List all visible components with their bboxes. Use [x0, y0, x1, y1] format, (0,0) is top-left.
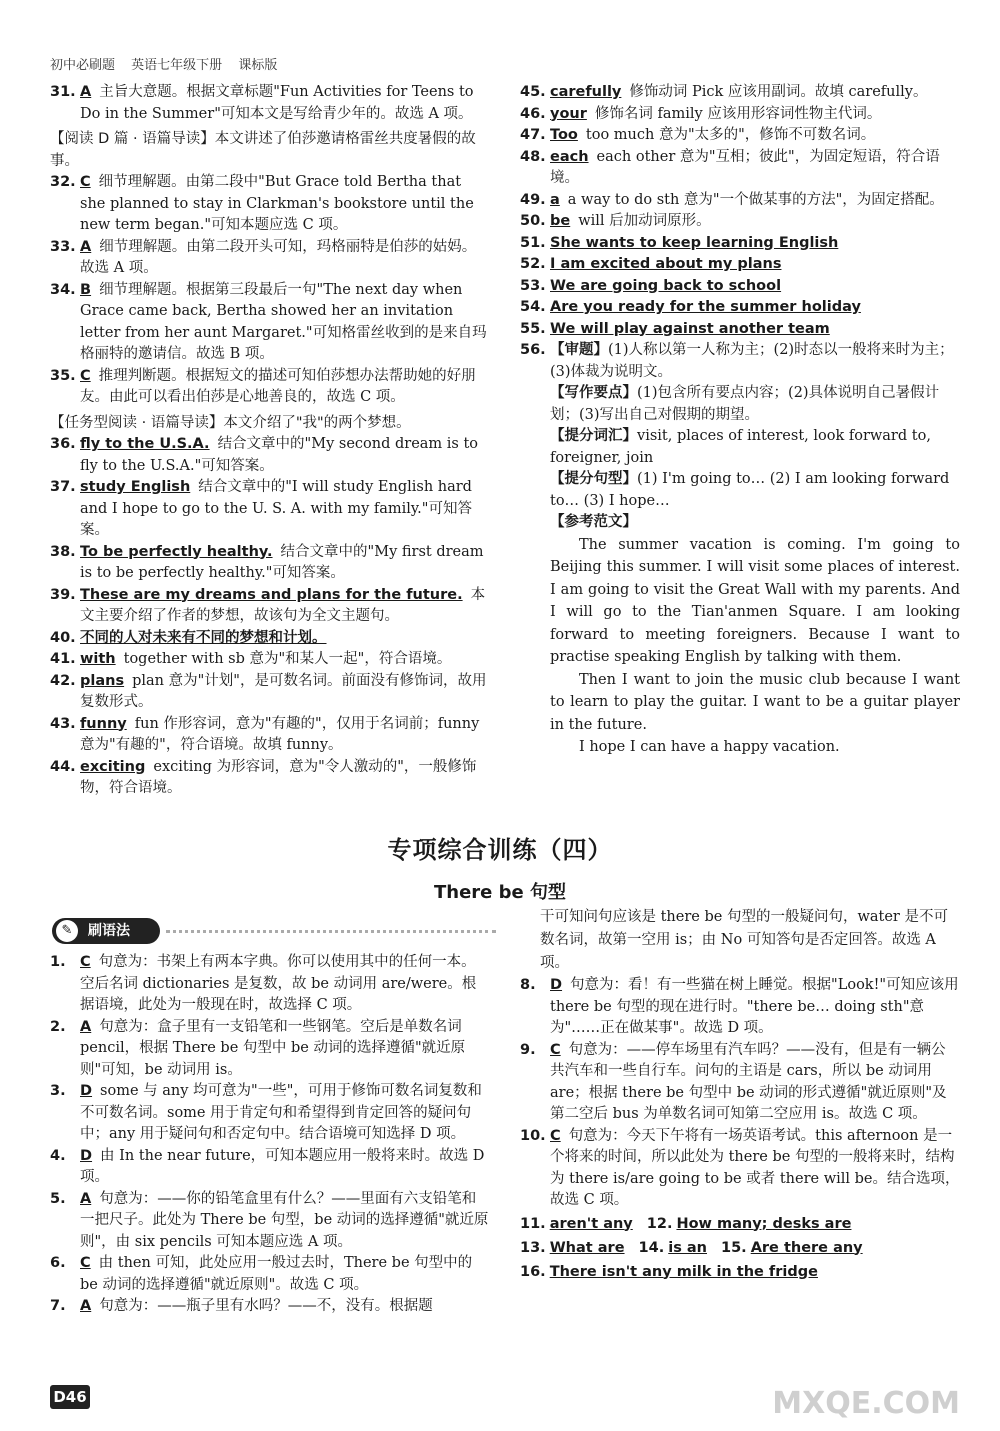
question-number: 42. [50, 672, 76, 689]
explanation-text: 句意为：今天下午将有一场英语考试。this afternoon 是一个将来的时间，所以此处为 there be 句型的一般将来时，结构为 there is/are going to be 或者 there will be。结合选项，故选 C 项。 [550, 1127, 960, 1208]
answer-key: To be perfectly healthy. [80, 543, 273, 560]
answer-key: C [80, 954, 91, 970]
essay-paragraph: The summer vacation is coming. I'm going to Beijing this summer. I will visit some places of interest. I am going to visit the Great Wall with my parents. And I will go to the Tian'anmen Square. I am looking forward to meeting foreigners. Because I want to practise speaking English by talking with them. [550, 536, 960, 665]
question-number: 5. [50, 1190, 66, 1207]
essay-paragraph: I hope I can have a happy vacation. [579, 739, 840, 755]
question-number: 36. [50, 436, 76, 452]
explanation-text: 句意为：——你的铅笔盒里有什么？——里面有六支铅笔和一把尺子。此处为 There be 句型，be 动词的选择遵循"就近原则"，由 six pencils 可知本题应选 A 项。 [80, 1190, 489, 1250]
question-number: 33. [50, 238, 76, 255]
explanation-text: fun 作形容词，意为"有趣的"，仅用于名词前；funny 意为"有趣的"，符合语境。故填 funny。 [80, 715, 480, 753]
answer-item [50, 671, 490, 714]
answer-key: D [80, 1147, 93, 1164]
answer-item [50, 172, 490, 237]
writing-guide-line [550, 340, 960, 383]
explanation-text: 细节理解题。根据第三段最后一句"The next day when Grace came back, Bertha showed her an invitation letter from her aunt Margaret."可知格雷丝收到的是来自玛格丽特的邀请信。故选 B 项。 [80, 281, 487, 362]
answer-item [50, 585, 490, 628]
answer-item [50, 628, 490, 650]
short-answer-row [520, 1212, 960, 1236]
answer-item [520, 319, 960, 341]
answer-key: your [550, 105, 587, 122]
answer-key: Are you ready for the summer holiday [550, 299, 861, 315]
question-number: 7. [50, 1298, 66, 1314]
answer-item [520, 975, 960, 1040]
question-number: 38. [50, 543, 76, 560]
left-column-top [50, 82, 490, 800]
answer-item [50, 1253, 490, 1296]
question-number: 32. [50, 174, 76, 190]
answer-key: A [80, 1018, 92, 1035]
answer-key: C [80, 367, 91, 384]
question-number: 56. [520, 342, 546, 358]
short-answer-row [520, 1236, 960, 1260]
answer-item [50, 952, 490, 1017]
question-number: 55. [520, 320, 546, 337]
guide-text: (1) I'm going to… (2) I am looking forward to… (3) I hope… [550, 471, 950, 509]
question-number: 4. [50, 1147, 66, 1164]
section-title: 专项综合训练（四） [387, 836, 613, 864]
answer-item [50, 434, 490, 477]
answer-key: She wants to keep learning English [550, 234, 839, 251]
question-number: 1. [50, 954, 66, 970]
answer-key: be [550, 213, 571, 229]
answer-key: A [80, 84, 92, 100]
answer-key: 不同的人对未来有不同的梦想和计划。 [80, 629, 327, 646]
question-number: 12. [646, 1215, 673, 1232]
explanation-text: 推理判断题。根据短文的描述可知伯莎想办法帮助她的好朋友。由此可以看出伯莎是心地善良的，故选 C 项。 [80, 367, 476, 405]
explanation-text: 结合文章中的"My second dream is to fly to the U.S.A."可知答案。 [80, 436, 479, 474]
explanation-text: 由 In the near future，可知本题应用一般将来时。故选 D 项。 [80, 1147, 485, 1185]
answer-key: C [80, 1255, 91, 1271]
explanation-text: each other 意为"互相；彼此"，为固定短语，符合语境。 [550, 148, 940, 186]
answer-key: funny [80, 715, 127, 732]
question-number: 48. [520, 148, 546, 165]
answer-key: We are going back to school [550, 277, 782, 294]
explanation-text: 句意为：盒子里有一支铅笔和一些钢笔。空后是单数名词 pencil，根据 There be 句型中 be 动词的选择遵循"就近原则"可知，be 动词用 is。 [80, 1018, 466, 1078]
question-number: 35. [50, 367, 76, 384]
answer-item [50, 757, 490, 800]
guide-label: 【写作要点】 [550, 385, 637, 401]
answer-key: What are [549, 1239, 625, 1256]
question-number: 52. [520, 256, 546, 272]
answer-key: These are my dreams and plans for the future. [80, 586, 463, 603]
answer-key: We will play against another team [550, 320, 830, 337]
guide-label: 【提分句型】 [550, 471, 637, 487]
left-column-bottom [50, 952, 490, 1318]
explanation-text: 句意为：看！有一些猫在树上睡觉。根据"Look!"可知应该用 there be 句型的现在进行时。"there be… doing sth"意为"……正在做某事"。故选 D 项。 [550, 977, 959, 1036]
explanation-text: plan 意为"计划"，是可数名词。前面没有修饰词，故用复数形式。 [80, 672, 487, 710]
answer-key: is an [668, 1239, 707, 1256]
explanation-text: 细节理解题。由第二段中"But Grace told Bertha that she planned to stay in Clarkman's bookstore until the new term began."可知本题应选 C 项。 [80, 174, 474, 233]
explanation-text: 细节理解题。由第二段开头可知，玛格丽特是伯莎的姑妈。故选 A 项。 [80, 238, 477, 276]
answer-item [520, 147, 960, 190]
answer-key: A [80, 1298, 92, 1314]
answer-key: fly to the U.S.A. [80, 436, 210, 452]
writing-guide-line [550, 512, 960, 534]
question-number: 45. [520, 84, 546, 100]
dotted-divider [166, 930, 496, 933]
answer-key: I am excited about my plans [550, 256, 782, 272]
right-column-top [520, 82, 960, 759]
answer-item [50, 1017, 490, 1082]
explanation-text: 句意为：——停车场里有汽车吗？——没有，但是有一辆公共汽车和一些自行车。问句的主语是 cars，所以 be 动词用 are；根据 there be 句型中 be 动词的形式遵循"就近原则"及第二空后 bus 为单数名词可知第二空应用 is。故选 C 项。 [550, 1041, 947, 1122]
question-number: 51. [520, 234, 546, 251]
question-number: 8. [520, 977, 536, 993]
guide-text: (1)人称以第一人称为主；(2)时态以一般将来时为主；(3)体裁为说明文。 [550, 342, 954, 380]
guide-label: 【审题】 [550, 342, 608, 358]
writing-task [520, 340, 960, 759]
answer-item [50, 1146, 490, 1189]
answer-item [50, 237, 490, 280]
answer-key: There isn't any milk in the fridge [549, 1263, 818, 1280]
page-number: D46 [50, 1385, 90, 1409]
answer-item [520, 82, 960, 104]
question-number: 16. [520, 1263, 546, 1280]
answer-item [50, 82, 490, 125]
short-answer-row [520, 1260, 960, 1284]
answer-item [520, 276, 960, 298]
explanation-text: some 与 any 均可意为"一些"，可用于修饰可数名词复数和不可数名词。some 用于肯定句和希望得到肯定回答的疑问句中；any 用于疑问句和否定句中。结合语境可知选择 D 项。 [80, 1083, 482, 1142]
grammar-badge [52, 918, 160, 944]
answer-key: C [550, 1127, 561, 1144]
question-number: 54. [520, 299, 546, 315]
answer-item [50, 477, 490, 542]
explanation-text: 主旨大意题。根据文章标题"Fun Activities for Teens to Do in the Summer"可知本文是写给青少年的。故选 A 项。 [80, 84, 474, 122]
answer-item [520, 254, 960, 276]
guide-label: 【参考范文】 [550, 514, 637, 530]
continued-explanation: 干可知问句应该是 there be 句型的一般疑问句，water 是不可数名词，故第一空用 is；由 No 可知答句是否定回答。故选 A 项。 [540, 909, 948, 971]
guide-label: 【提分词汇】 [550, 428, 637, 444]
question-number: 40. [50, 629, 76, 646]
guide-text: visit, places of interest, look forward to, foreigner, join [550, 428, 931, 466]
question-number: 6. [50, 1255, 66, 1271]
answer-key: A [80, 1190, 92, 1207]
section-subtitle: There be 句型 [433, 882, 566, 903]
answer-key: D [80, 1083, 93, 1099]
answer-item [520, 211, 960, 233]
answer-item [520, 233, 960, 255]
pen-icon: ✎ [56, 920, 78, 942]
answer-item [520, 104, 960, 126]
question-number: 37. [50, 479, 76, 495]
question-number: 50. [520, 213, 546, 229]
page-header [50, 54, 289, 73]
book-name: 初中必刷题 [50, 58, 116, 73]
answer-item [50, 714, 490, 757]
answer-key: B [80, 281, 92, 298]
question-number: 31. [50, 84, 76, 100]
writing-guide-line [550, 383, 960, 426]
answer-key: carefully [550, 84, 622, 100]
answer-key: D [550, 977, 563, 993]
answer-item [520, 1126, 960, 1212]
writing-guide-line [550, 469, 960, 512]
answer-key: each [550, 148, 589, 165]
answer-item [50, 366, 490, 409]
explanation-text: 由 then 可知，此处应用一般过去时，There be 句型中的 be 动词的选择遵循"就近原则"。故选 C 项。 [80, 1255, 473, 1293]
question-number: 53. [520, 277, 546, 294]
badge-label: 刷语法 [88, 923, 130, 939]
answer-key: plans [80, 672, 125, 689]
guide-text: (1)包含所有要点内容；(2)具体说明自己暑假计划；(3)写出自己对假期的期望。 [550, 385, 940, 423]
right-column-bottom [520, 906, 960, 1284]
answer-key: study English [80, 479, 191, 495]
answer-key: C [80, 174, 91, 190]
question-number: 34. [50, 281, 76, 298]
sample-essay [550, 534, 960, 759]
essay-paragraph: Then I want to join the music club because I want to learn to play the guitar. I want to be a guitar player in the future. [550, 671, 960, 733]
answer-item [520, 125, 960, 147]
explanation-text: a way to do sth 意为"一个做某事的方法"，为固定搭配。 [567, 191, 944, 208]
answer-item [50, 1189, 490, 1254]
question-number: 11. [520, 1215, 546, 1232]
explanation-text: 修饰名词 family 应该用形容词性物主代词。 [594, 105, 882, 122]
edition-name: 课标版 [238, 58, 278, 73]
subject-name: 英语七年级下册 [131, 58, 223, 73]
explanation-text: will 后加动词原形。 [578, 213, 711, 229]
answer-key: with [80, 651, 116, 667]
explanation-text: 修饰动词 Pick 应该用副词。故填 carefully。 [629, 84, 928, 100]
explanation-text: 本文主要介绍了作者的梦想，故该句为全文主题句。 [80, 586, 486, 624]
question-number: 44. [50, 758, 76, 775]
answer-key: A [80, 238, 92, 255]
answer-item [520, 297, 960, 319]
answer-item [50, 649, 490, 671]
question-number: 2. [50, 1018, 66, 1035]
answer-key: How many; desks are [676, 1215, 852, 1232]
question-number: 13. [520, 1239, 546, 1256]
question-number: 49. [520, 191, 546, 208]
explanation-text: 结合文章中的"I will study English hard and I hope to go to the U. S. A. with my family."可知答案。 [80, 479, 472, 538]
question-number: 46. [520, 105, 546, 122]
question-number: 10. [520, 1127, 546, 1144]
question-number: 15. [721, 1239, 747, 1256]
answer-key: Too [550, 127, 578, 143]
explanation-text: too much 意为"太多的"，修饰不可数名词。 [585, 127, 876, 143]
answer-key: exciting [80, 758, 146, 775]
answer-key: aren't any [549, 1215, 633, 1232]
section-intro: 【阅读 D 篇 · 语篇导读】本文讲述了伯莎邀请格雷丝共度暑假的故事。 [50, 131, 476, 169]
question-number: 14. [638, 1239, 665, 1256]
answer-item [50, 280, 490, 366]
answer-item [50, 542, 490, 585]
explanation-text: 句意为：——瓶子里有水吗？——不，没有。根据题 [99, 1298, 433, 1314]
watermark: MXQE.COM [772, 1386, 960, 1421]
question-number: 43. [50, 715, 76, 732]
question-number: 41. [50, 651, 76, 667]
answer-item [520, 1040, 960, 1126]
answer-key: Are there any [750, 1239, 863, 1256]
explanation-text: exciting 为形容词，意为"令人激动的"，一般修饰物，符合语境。 [80, 758, 477, 796]
writing-guide-line [550, 426, 960, 469]
section-intro: 【任务型阅读 · 语篇导读】本文介绍了"我"的两个梦想。 [50, 414, 411, 431]
answer-item [50, 1081, 490, 1146]
explanation-text: 句意为：书架上有两本字典。你可以使用其中的任何一本。空后名词 dictionaries 是复数，故 be 动词用 are/were。根据语境，此处为一般现在时，故选择 C 项。 [80, 954, 477, 1013]
answer-key: a [550, 191, 560, 208]
explanation-text: 结合文章中的"My first dream is to be perfectly healthy."可知答案。 [80, 543, 484, 581]
question-number: 9. [520, 1041, 536, 1058]
explanation-text: together with sb 意为"和某人一起"，符合语境。 [123, 651, 452, 667]
answer-item [50, 1296, 490, 1318]
answer-key: C [550, 1041, 561, 1058]
question-number: 47. [520, 127, 546, 143]
question-number: 3. [50, 1083, 66, 1099]
answer-item [520, 190, 960, 212]
question-number: 39. [50, 586, 76, 603]
